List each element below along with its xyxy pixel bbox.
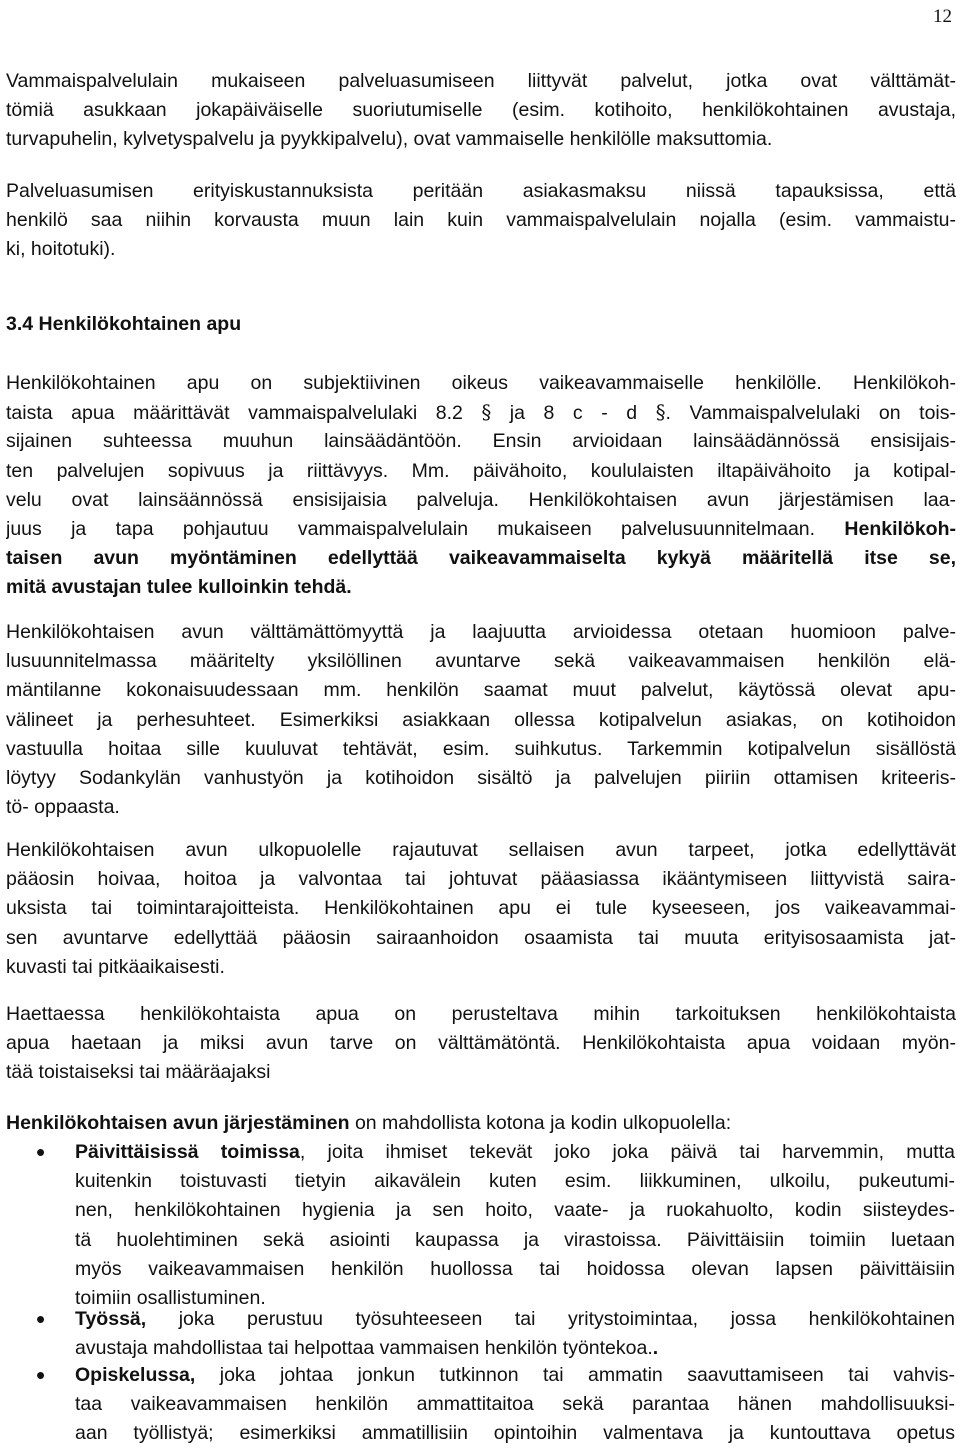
text-line: Henkilökohtaisen avun välttämättömyyttä ja laajuutta arvioidessa otetaan huomioon palve- [6, 621, 956, 643]
paragraph-2 [6, 177, 956, 265]
paragraph-1 [6, 67, 956, 155]
text-line: velu ovat lainsäännössä ensisijaisia palveluja. Henkilökohtaisen avun järjestämisen laa- [6, 488, 956, 511]
text-line: lusuunnitelmassa määritelty yksilöllinen avuntarve sekä vaikeavammaisen henkilön elä- [6, 650, 956, 673]
text-line: juus ja tapa pohjautuu vammaispalvelulain mukaiseen palvelusuunnitelmaan. Henkilökoh- [6, 517, 956, 540]
text-line: löytyy Sodankylän vanhustyön ja kotihoidon sisältö ja palvelujen piiriin ottamisen kriteeris- [6, 766, 956, 789]
text-line: tää toistaiseksi tai määräajaksi [6, 1061, 271, 1084]
text-line: ten palvelujen sopivuus ja riittävyys. Mm. päivähoito, koululaisten iltapäivähoito ja kotipal- [6, 459, 956, 482]
paragraph-3 [6, 369, 956, 603]
text-line: taista apua määrittävät vammaispalvelulaki 8.2 § ja 8 c - d §. Vammaispalvelulaki on tois- [6, 401, 956, 425]
text-line: avustaja mahdollistaa tai helpottaa vammaisen henkilön työntekoa.. [75, 1337, 659, 1360]
text-line: sijainen suhteessa muuhun lainsäädäntöön. Ensin arvioidaan lainsäädännössä ensisijais- [6, 430, 956, 453]
text-line: aan työllistyä; esimerkiksi ammatillisiin opintoihin valmentava ja kuntouttava opetus [75, 1422, 955, 1445]
text-line: toimiin osallistuminen. [75, 1286, 266, 1309]
text-line: pääosin hoivaa, hoitoa ja valvontaa tai johtuvat pääasiassa ikääntymiseen liittyvistä saira- [6, 868, 956, 891]
page-number: 12 [933, 6, 952, 27]
text-line: turvapuhelin, kylvetyspalvelu ja pyykkipalvelu), ovat vammaiselle henkilölle maksuttomia. [6, 128, 773, 151]
text-line: Henkilökohtaisen avun järjestäminen on mahdollista kotona ja kodin ulkopuolella: [6, 1112, 732, 1134]
text-line: Palveluasumisen erityiskustannuksista peritään asiakasmaksu niissä tapauksissa, että [6, 180, 956, 202]
text-line: kuitenkin toistuvasti tietyin aikavälein kuten esim. liikkuminen, ulkoilu, pukeutumi- [75, 1170, 955, 1193]
text-line: apua haetaan ja miksi avun tarve on välttämätöntä. Henkilökohtaista apua voidaan myön- [6, 1032, 956, 1055]
text-line: Vammaispalvelulain mukaiseen palveluasumiseen liittyvät palvelut, jotka ovat välttämät- [6, 70, 956, 92]
text-line: uksista tai toimintarajoitteista. Henkilökohtainen apu ei tule kyseeseen, jos vaikeavammai- [6, 897, 956, 920]
text-line: välineet ja perhesuhteet. Esimerkiksi asiakkaan ollessa kotipalvelun asiakas, on kotihoidon [6, 708, 956, 731]
text-line: tömiä asukkaan jokapäiväiselle suoriutumiselle (esim. kotihoito, henkilökohtainen avustaja, [6, 99, 956, 122]
text-line: taisen avun myöntäminen edellyttää vaikeavammaiselta kykyä määritellä itse se, [6, 547, 956, 570]
text-line: Päivittäisissä toimissa, joita ihmiset tekevät joko joka päivä tai harvemmin, mutta [75, 1141, 955, 1163]
paragraph-5 [6, 836, 956, 982]
text-line: tö- oppaasta. [6, 796, 120, 819]
text-line: ki, hoitotuki). [6, 238, 116, 261]
text-line: Haettaessa henkilökohtaista apua on perusteltava mihin tarkoituksen henkilökohtaista [6, 1003, 956, 1025]
text-line: nen, henkilökohtainen hygienia ja sen hoito, vaate- ja ruokahuolto, kodin siisteydes- [75, 1199, 955, 1222]
paragraph-4 [6, 618, 956, 822]
bullet-icon: • [36, 1138, 46, 1167]
text-line: tä huolehtiminen sekä asiointi kaupassa ja virastoissa. Päivittäisiin toimiin luetaan [75, 1228, 955, 1251]
section-title: 3.4 Henkilökohtainen apu [6, 313, 242, 335]
text-line: myös vaikeavammaisen henkilön huollossa tai hoidossa olevan lapsen päivittäisiin [75, 1257, 955, 1280]
text-line: taa vaikeavammaisen henkilön ammattitaitoa sekä parantaa hänen mahdollisuuksi- [75, 1393, 955, 1416]
bullet-icon: • [36, 1361, 46, 1390]
text-line: Henkilökohtaisen avun ulkopuolelle rajautuvat sellaisen avun tarpeet, jotka edellyttävät [6, 839, 956, 861]
text-line: Opiskelussa, joka johtaa jonkun tutkinnon tai ammatin saavuttamiseen tai vahvis- [75, 1364, 955, 1386]
text-line: kuvasti tai pitkäaikaisesti. [6, 955, 225, 978]
text-line: henkilö saa niihin korvausta muun lain kuin vammaispalvelulain nojalla (esim. vammaistu- [6, 209, 956, 232]
bullet-icon: • [36, 1305, 46, 1334]
list-intro [6, 1109, 956, 1138]
text-line: mitä avustajan tulee kulloinkin tehdä. [6, 576, 352, 599]
section-heading [6, 310, 956, 339]
text-line: Henkilökohtainen apu on subjektiivinen oikeus vaikeavammaiselle henkilölle. Henkilökoh- [6, 372, 956, 394]
text-line: mäntilanne kokonaisuudessaan mm. henkilön saamat muut palvelut, käytössä olevat apu- [6, 679, 956, 702]
text-line: vastuulla hoitaa sille kuuluvat tehtävät, esim. suihkutus. Tarkemmin kotipalvelun sisällöstä [6, 737, 956, 760]
paragraph-6 [6, 1000, 956, 1088]
text-line: sen avuntarve edellyttää pääosin sairaanhoidon osaamista tai muuta erityisosaamista jat- [6, 926, 956, 949]
text-line: Työssä, joka perustuu työsuhteeseen tai yritystoimintaa, jossa henkilökohtainen [75, 1308, 955, 1330]
